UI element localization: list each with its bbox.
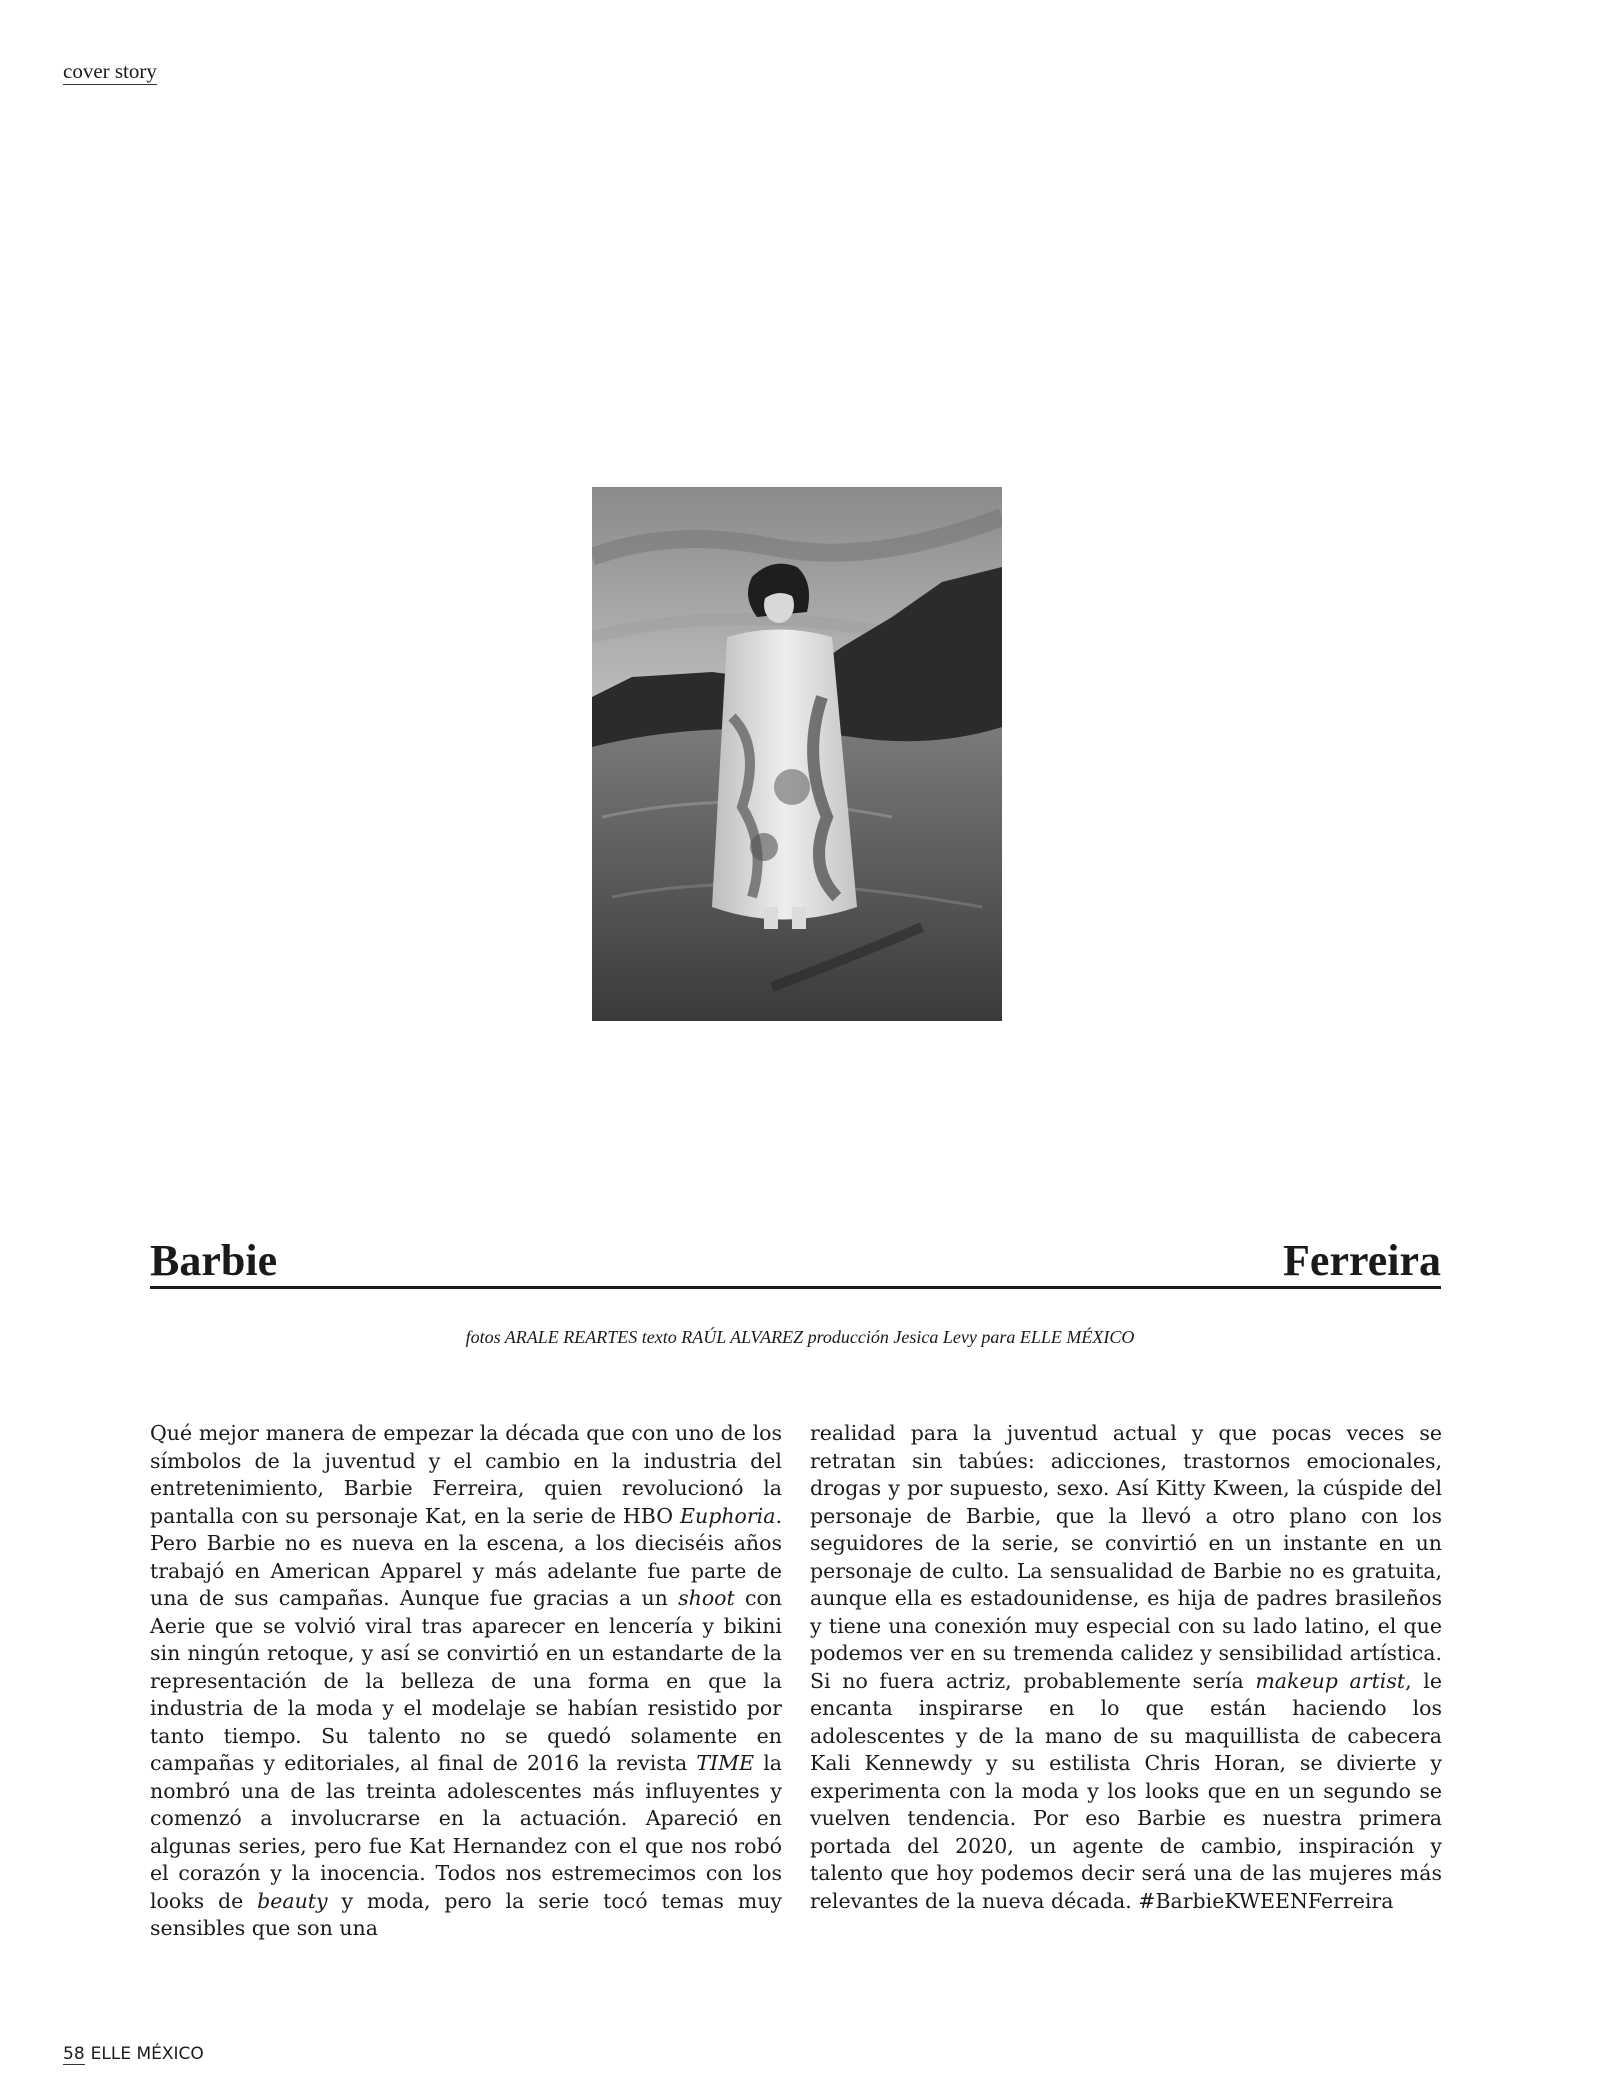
magazine-name: ELLE MÉXICO [90, 2044, 204, 2064]
photo-illustration [592, 487, 1002, 1021]
page-folio [63, 2044, 204, 2064]
section-label: cover story [63, 60, 157, 85]
page-number: 58 [63, 2044, 85, 2064]
article-title [150, 1236, 1441, 1289]
title-last-name: Ferreira [1283, 1236, 1441, 1285]
body-column-right [810, 1420, 1442, 1915]
title-first-name: Barbie [150, 1236, 278, 1285]
body-paragraph: Qué mejor manera de empezar la década que con uno de los símbolos de la juventud y el cambio en la industria del entretenimiento, Barbie Ferreira, quien revolucionó la pantalla con su personaje Kat, en la serie de HBO Euphoria. Pero Barbie no es nueva en la escena, a los dieciséis años trabajó en American Apparel y más adelante fue parte de una de sus campañas. Aunque fue gracias a un shoot con Aerie que se volvió viral tras aparecer en lencería y bikini sin ningún retoque, y así se convirtió en un estandarte de la representación de la belleza de una forma en que la industria de la moda y el modelaje se habían resistido por tanto tiempo. Su talento no se quedó solamente en campañas y editoriales, al final de 2016 la revista TIME la nombró una de las treinta adolescentes más influyentes y comenzó a involucrarse en la actuación. Apareció en algunas series, pero fue Kat Hernandez con el que nos robó el corazón y la inocencia. Todos nos estremecimos con los looks de beauty y moda, pero la serie tocó temas muy sensibles que son una [150, 1421, 782, 1940]
photo-credits: fotos ARALE REARTES texto RAÚL ALVAREZ producción Jesica Levy para ELLE MÉXICO [465, 1327, 1135, 1347]
body-paragraph: realidad para la juventud actual y que pocas veces se retratan sin tabúes: adicciones, trastornos emocionales, drogas y por supuesto, sexo. Así Kitty Kween, la cúspide del personaje de Barbie, que la llevó a otro plano con los seguidores de la serie, se convirtió en un instante en un personaje de culto. La sensualidad de Barbie no es gratuita, aunque ella es estadounidense, es hija de padres brasileños y tiene una conexión muy especial con su lado latino, el que podemos ver en su tremenda calidez y sensibilidad artística. Si no fuera actriz, probablemente sería makeup artist, le encanta inspirarse en lo que están haciendo los adolescentes y de la mano de su maquillista de cabecera Kali Kennewdy y su estilista Chris Horan, se divierte y experimenta con la moda y los looks que en un segundo se vuelven tendencia. Por eso Barbie es nuestra primera portada del 2020, un agente de cambio, inspiración y talento que hoy podemos decir será una de las mujeres más relevantes de la nueva década. #BarbieKWEENFerreira [810, 1421, 1442, 1913]
cover-photo [592, 487, 1002, 1021]
body-column-left [150, 1420, 782, 1943]
